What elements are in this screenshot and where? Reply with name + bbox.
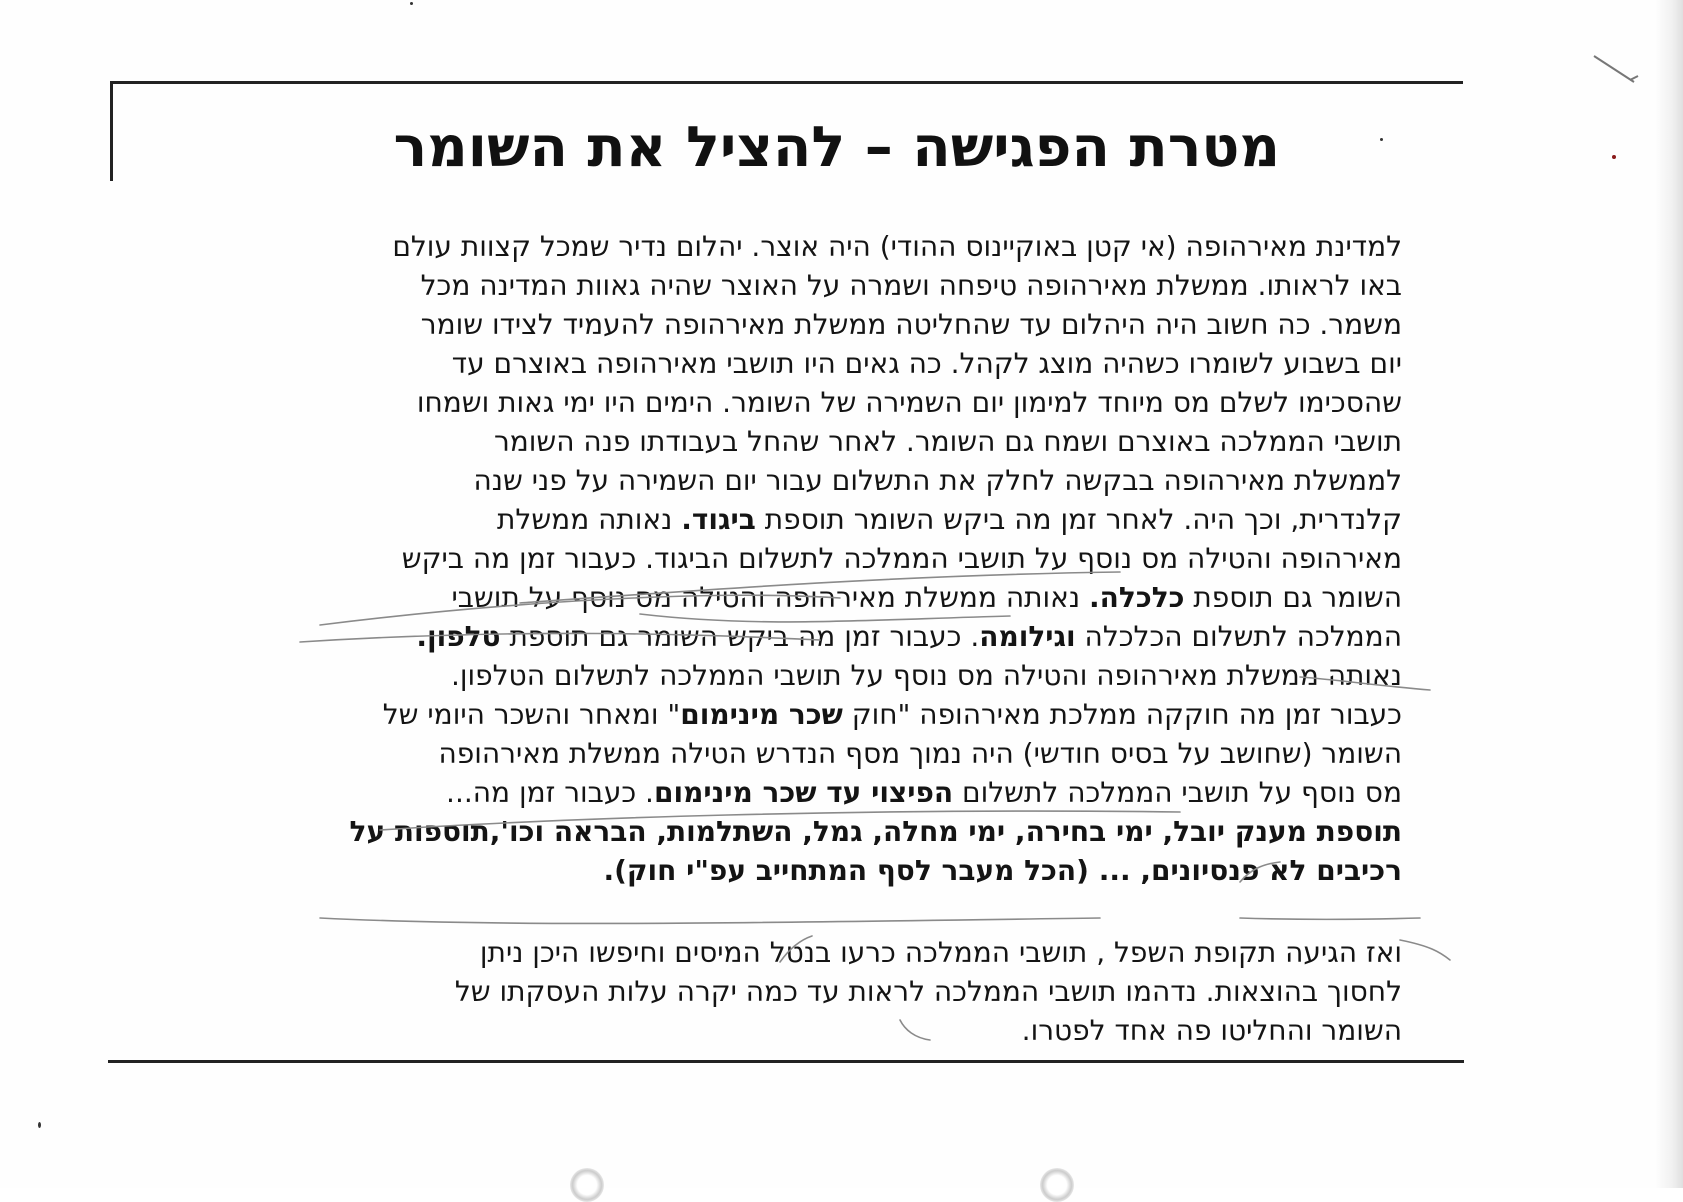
body-line (170, 734, 1402, 773)
emphasized-text: וגילומה (979, 620, 1076, 653)
frame-top-rule (111, 81, 1463, 84)
emphasized-text: הפיצוי עד שכר מינימום (653, 776, 954, 809)
body-text-run: השומר (שחושב על בסיס חודשי) היה נמוך מסף הנדרש הטילה ממשלת מאירהופה (438, 737, 1402, 770)
body-text-run: קלנדרית, וכך היה. לאחר זמן מה ביקש השומר תוספת (755, 503, 1402, 536)
body-text-run: . כעבור זמן מה ביקש השומר גם תוספת (500, 620, 980, 653)
emphasized-text: שכר מינימום (680, 698, 843, 731)
body-text-run: שהסכימו לשלם מס מיוחד למימון יום השמירה של השומר. הימים היו ימי גאות ושמחו (416, 386, 1402, 419)
body-text-run: כעבור זמן מה חוקקה ממלכת מאירהופה "חוק (842, 698, 1402, 731)
body-text-run: הממלכה לתשלום הכלכלה (1075, 620, 1402, 653)
pencil-stroke (1400, 940, 1450, 960)
body-line (170, 383, 1402, 422)
body-text-run: משמר. כה חשוב היה היהלום עד שהחליטה ממשלת מאירהופה להעמיד לצידו שומר (420, 308, 1402, 341)
body-text-run: תושבי הממלכה באוצרם ושמח גם השומר. לאחר שהחל בעבודתו פנה השומר (493, 425, 1402, 458)
body-text-run: השומר גם תוספת (1184, 581, 1402, 614)
ink-speck (1612, 155, 1616, 159)
body-text-run: יום בשבוע לשומרו כשהיה מוצג לקהל. כה גאים היו תושבי מאירהופה באוצרם עד (451, 347, 1402, 380)
frame-bottom-rule (108, 1060, 1464, 1063)
body-text-run: מאירהופה והטילה מס נוסף על תושבי הממלכה לתשלום הביגוד. כעבור זמן מה ביקש (401, 542, 1402, 575)
body-text-run: באו לראותו. ממשלת מאירהופה טיפחה ושמרה על האוצר שהיה גאוות המדינה מכל (420, 269, 1402, 302)
body-line (170, 578, 1402, 617)
body-text-run: נאותה ממשלת (497, 503, 682, 536)
body-text-run: " ומאחר והשכר היומי של (382, 698, 681, 731)
page-title: מטרת הפגישה – להציל את השומר (393, 115, 1280, 180)
ink-speck (410, 2, 413, 5)
body-text-run: . כעבור זמן מה... (446, 776, 654, 809)
body-line (170, 305, 1402, 344)
emphasized-text: כלכלה. (1089, 581, 1185, 614)
body-text-run: למדינת מאירהופה (אי קטן באוקיינוס ההודי) היה אוצר. יהלום נדיר שמכל קצוות עולם (392, 230, 1402, 263)
body-text-run: נאותה ממשלת מאירהופה והטילה מס נוסף על תושבי (451, 581, 1090, 614)
body-line (170, 539, 1402, 578)
story-body (170, 227, 1402, 890)
emphasized-text: ביגוד. (681, 503, 756, 536)
body-line (170, 617, 1402, 656)
staple-mark-icon (1590, 52, 1640, 86)
body-line (170, 344, 1402, 383)
emphasized-text: טלפון. (416, 620, 501, 653)
body-line (170, 851, 1402, 890)
body-text-run: לממשלת מאירהופה בבקשה לחלק את התשלום עבור יום השמירה על פני שנה (473, 464, 1402, 497)
scan-edge-shadow (1655, 0, 1683, 1188)
emphasized-text: רכיבים לא פנסיונים, ... (הכל מעבר לסף המתחייב עפ"י חוק). (603, 854, 1402, 887)
story-closing (220, 933, 1402, 1050)
body-line (170, 422, 1402, 461)
body-line (170, 812, 1402, 851)
body-text-run: נאותה ממשלת מאירהופה והטילה מס נוסף על תושבי הממלכה לתשלום הטלפון. (451, 659, 1402, 692)
ink-speck (38, 1122, 41, 1128)
closing-line: לחסוך בהוצאות. נדהמו תושבי הממלכה לראות עד כמה יקרה עלות העסקתו של (454, 975, 1402, 1008)
punch-hole-right (1040, 1168, 1074, 1202)
pencil-stroke (320, 918, 1100, 923)
body-line (170, 773, 1402, 812)
closing-line: השומר והחליטו פה אחד לפטרו. (1021, 1014, 1402, 1047)
body-line (170, 695, 1402, 734)
body-text-run: מס נוסף על תושבי הממלכה לתשלום (953, 776, 1402, 809)
body-line (170, 500, 1402, 539)
body-line (170, 656, 1402, 695)
body-line (170, 227, 1402, 266)
pencil-stroke (1240, 918, 1420, 920)
ink-speck (1380, 138, 1383, 141)
body-line (170, 266, 1402, 305)
body-line (170, 461, 1402, 500)
closing-line: ואז הגיעה תקופת השפל , תושבי הממלכה כרעו בנטל המיסים וחיפשו היכן ניתן (479, 936, 1402, 969)
emphasized-text: תוספת מענק יובל, ימי בחירה, ימי מחלה, גמל, השתלמות, הבראה וכו',תוספות על (349, 815, 1402, 848)
punch-hole-left (570, 1168, 604, 1202)
frame-left-rule (110, 81, 113, 181)
